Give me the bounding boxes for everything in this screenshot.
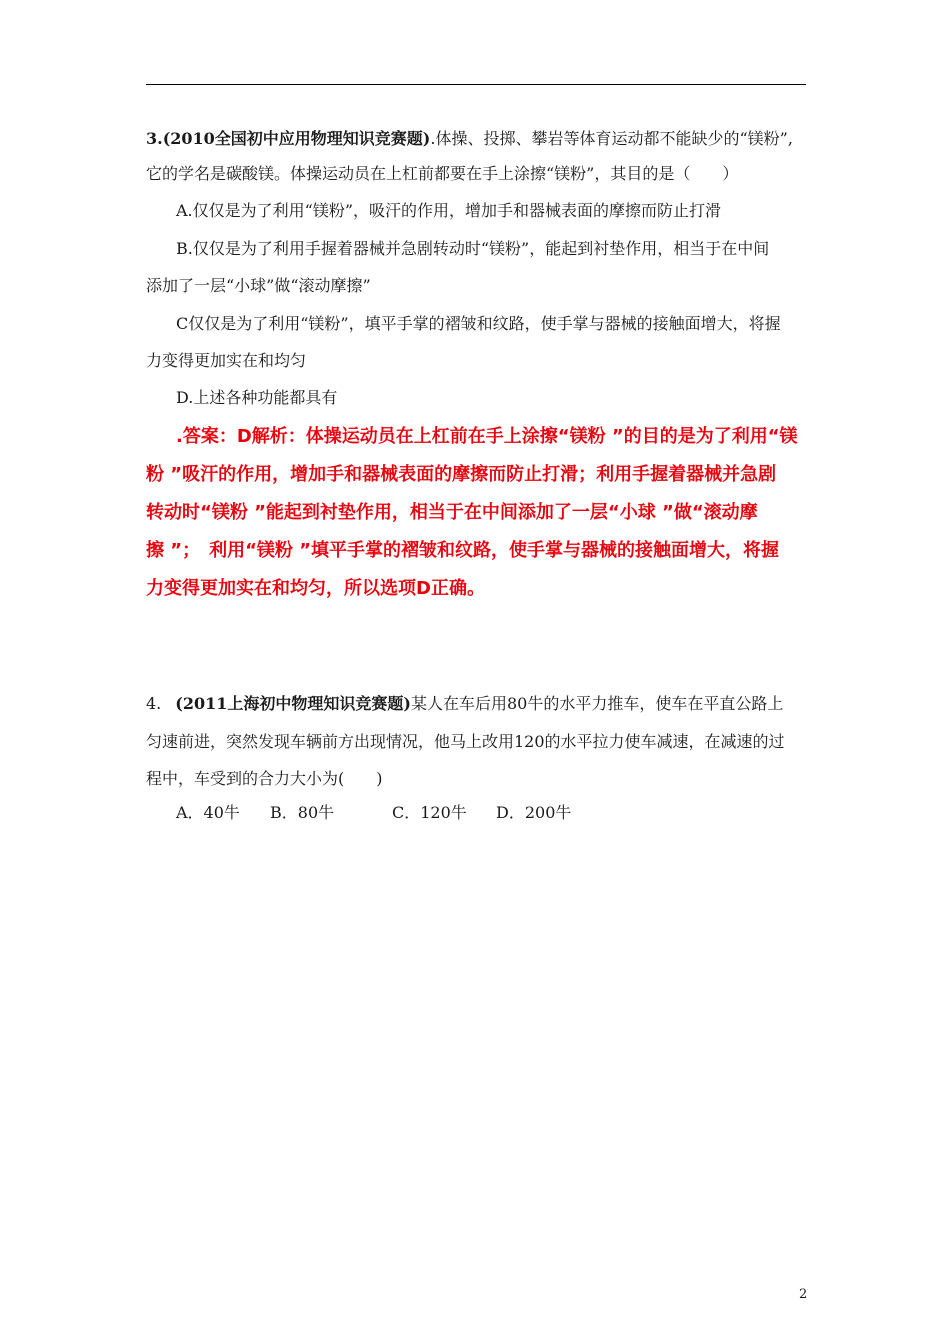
q4-stem-3: 程中，车受到的合力大小为( ) (146, 769, 383, 788)
q4-stem-2: 匀速前进，突然发现车辆前方出现情况，他马上改用120的水平拉力使车减速，在减速的过 (146, 732, 785, 751)
q4-option-b: B．80牛 (270, 803, 335, 822)
page-number: 2 (799, 1287, 808, 1302)
q4-options (176, 802, 571, 824)
header-rule (146, 84, 806, 85)
answer-line: 力变得更加实在和均匀，所以选项D正确。 (146, 578, 485, 599)
q4-number: 4. (146, 694, 162, 713)
q3-option-a: A.仅仅是为了利用“镁粉”，吸汗的作用，增加手和器械表面的摩擦而防止打滑 (176, 201, 722, 220)
q4-option-d: D．200牛 (496, 803, 572, 822)
q3-line-1 (146, 128, 793, 150)
q3-source: (2010全国初中应用物理知识竞赛题) (162, 129, 431, 148)
q3-option-b-2: 添加了一层“小球”做“滚动摩擦” (146, 276, 371, 295)
q3-option-c-1: C仅仅是为了利用“镁粉”，填平手掌的褶皱和纹路，使手掌与器械的接触面增大，将握 (176, 314, 781, 333)
q3-option-d: D.上述各种功能都具有 (176, 388, 338, 407)
answer-line: .答案：D解析：体操运动员在上杠前在手上涂擦“镁粉 ”的目的是为了利用“镁 (176, 426, 798, 447)
answer-line: 转动时“镁粉 ”能起到衬垫作用，相当于在中间添加了一层“小球 ”做“滚动摩 (146, 502, 758, 523)
q3-stem-1: .体操、投掷、攀岩等体育运动都不能缺少的“镁粉”, (430, 129, 793, 148)
q3-option-b-1: B.仅仅是为了利用手握着器械并急剧转动时“镁粉”，能起到衬垫作用，相当于在中间 (176, 239, 770, 258)
answer-line: 擦 ”； 利用“镁粉 ”填平手掌的褶皱和纹路，使手掌与器械的接触面增大，将握 (146, 540, 780, 561)
q3-answer (146, 418, 846, 608)
answer-line: 粉 ”吸汗的作用，增加手和器械表面的摩擦而防止打滑；利用手握着器械并急剧 (146, 464, 777, 485)
q3-option-c-2: 力变得更加实在和均匀 (146, 351, 307, 370)
q4-stem-1: 某人在车后用80牛的水平力推车，使车在平直公路上 (410, 694, 784, 713)
q4-option-c: C．120牛 (392, 803, 467, 822)
q4-option-a: A．40牛 (176, 803, 240, 822)
q3-number: 3. (146, 129, 163, 148)
q4-source: (2011上海初中物理知识竞赛题) (175, 694, 411, 713)
q3-stem-2: 它的学名是碳酸镁。体操运动员在上杠前都要在手上涂擦“镁粉”，其目的是（ ） (146, 164, 739, 183)
q4-line-1 (146, 693, 783, 715)
